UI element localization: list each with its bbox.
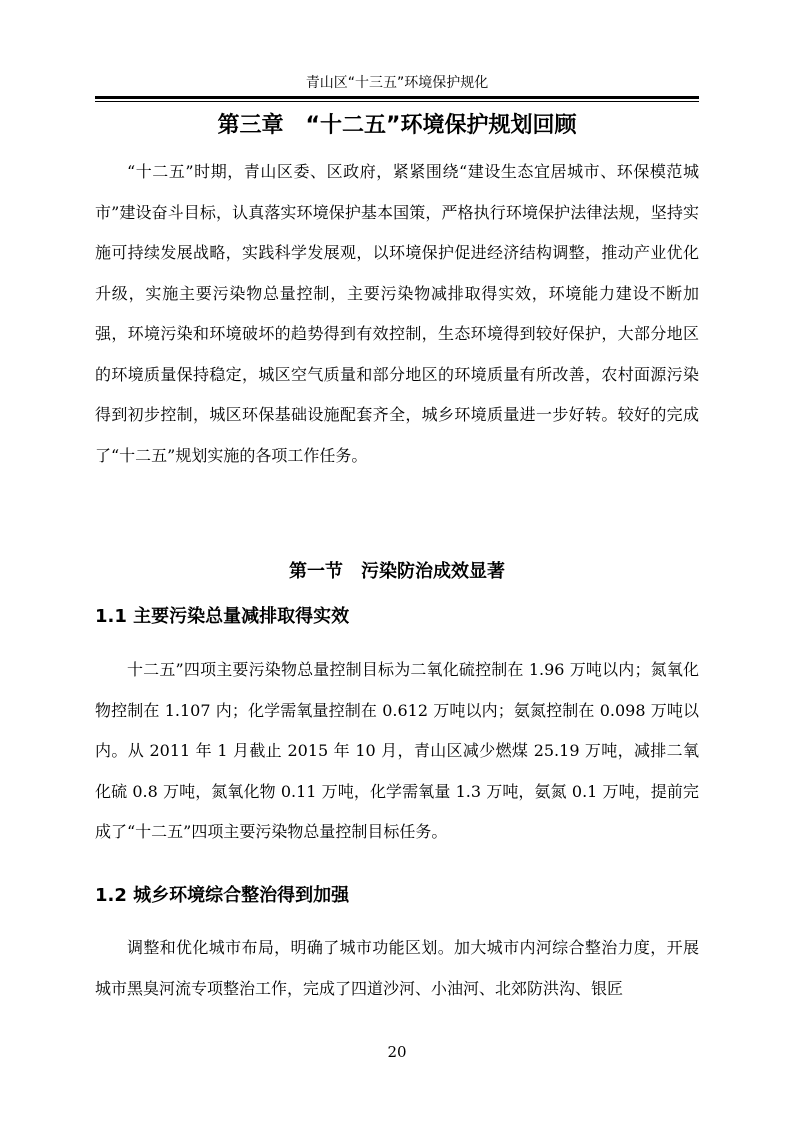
subsection-heading-1-2: 1.2 城乡环境综合整治得到加强 [95,885,350,906]
header-rule-thick [95,96,699,99]
running-header: 青山区“十三五”环境保护规化 [305,75,489,91]
intro-paragraph: “十二五”时期，青山区委、区政府，紧紧围绕“建设生态宜居城市、环保模范城市”建设奋斗目标，认真落实环境保护基本国策，严格执行环境保护法律法规，坚持实施可持续发展战略，实践科学发展观，以环境保护促进经济结构调整，推动产业优化升级，实施主要污染物总量控制，主要污染物减排取得实效，环境能力建设不断加强，环境污染和环境破坏的趋势得到有效控制，生态环境得到较好保护，大部分地区的环境质量保持稳定，城区空气质量和部分地区的环境质量有所改善，农村面源污染得到初步控制，城区环保基础设施配套齐全，城乡环境质量进一步好转。较好的完成了“十二五”规划实施的各项工作任务。 [95,162,699,465]
chapter-title: 第三章 “十二五”环境保护规划回顾 [217,113,577,138]
subsection-paragraph-1-1: 十二五”四项主要污染物总量控制目标为二氧化硫控制在 1.96 万吨以内；氮氧化物控制在 1.107 内；化学需氧量控制在 0.612 万吨以内；氨氮控制在 0.098 万吨以内。从 2011 年 1 月截止 2015 年 10 月，青山区减少燃煤 25.19 万吨，减排二氧化硫 0.8 万吨，氮氧化物 0.11 万吨，化学需氧量 1.3 万吨，氨氮 0.1 万吨，提前完成了“十二五”四项主要污染物总量控制目标任务。 [95,660,699,841]
section-title: 第一节 污染防治成效显著 [289,561,505,582]
header-rule-thin [95,101,699,102]
subsection-heading-1-1: 1.1 主要污染总量减排取得实效 [95,606,350,627]
subsection-paragraph-1-2: 调整和优化城市布局，明确了城市功能区划。加大城市内河综合整治力度，开展城市黑臭河流专项整治工作，完成了四道沙河、小油河、北郊防洪沟、银匠 [95,938,699,998]
page-number: 20 [387,1043,407,1061]
